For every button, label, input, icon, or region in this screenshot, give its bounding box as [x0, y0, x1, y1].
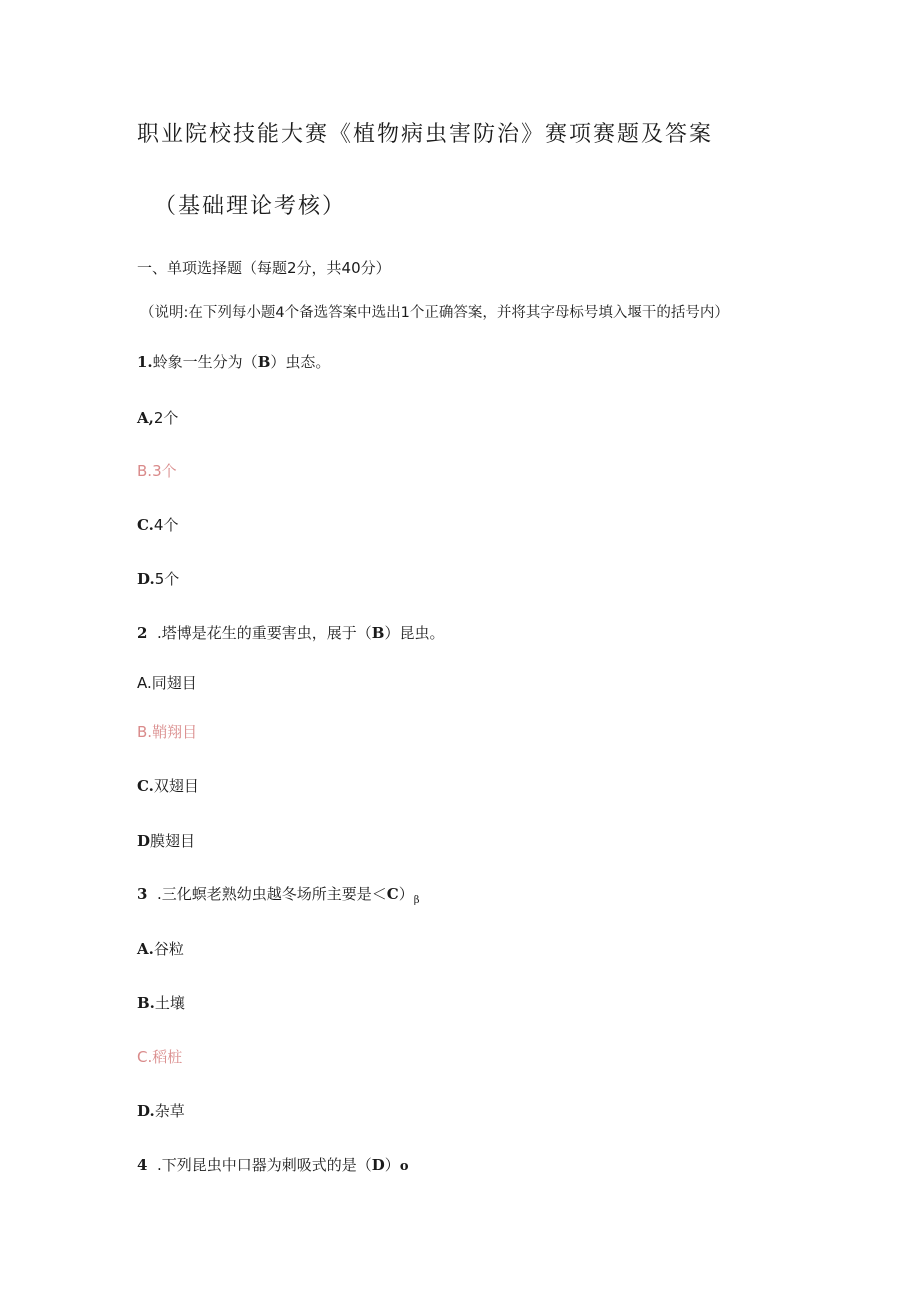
question-answer: B	[371, 624, 385, 642]
option-text: 2个	[153, 409, 179, 427]
option-text: 5个	[154, 570, 180, 588]
question-tail: o	[399, 1159, 409, 1174]
instruction-note: （说明:在下列每小题4个备选答案中选出1个正确答案，并将其字母标号填入堰干的括号内）	[140, 305, 729, 321]
option-letter: A.	[137, 940, 154, 958]
option-letter: D.	[137, 1102, 155, 1120]
question-text: .下列昆虫中口器为刺吸式的是（	[157, 1156, 372, 1174]
question-answer: B	[257, 353, 271, 371]
option-d	[137, 1101, 185, 1121]
question-2	[137, 623, 444, 643]
option-text: 鞘翔目	[152, 723, 198, 741]
question-1	[137, 352, 330, 372]
question-number: 4	[137, 1156, 148, 1174]
option-d	[137, 831, 195, 851]
question-3	[137, 884, 420, 911]
option-a	[137, 939, 184, 959]
document-title: 职业院校技能大赛《植物病虫害防治》赛项赛题及答案	[137, 122, 714, 147]
question-text-after: ）	[384, 1156, 400, 1174]
question-text-after: ）	[398, 885, 414, 903]
question-tail: β	[413, 895, 420, 906]
option-letter: D	[137, 832, 151, 850]
option-letter: C.	[137, 1048, 153, 1066]
question-text-after: ）昆虫。	[384, 624, 445, 642]
document-subtitle: （基础理论考核）	[154, 194, 347, 219]
question-text: 蛉象一生分为（	[152, 353, 258, 371]
option-letter: D.	[137, 570, 155, 588]
question-answer: C	[386, 885, 399, 903]
option-a	[137, 408, 178, 428]
option-a	[137, 673, 197, 693]
option-text: 双翅目	[153, 777, 199, 795]
option-text: 杂草	[154, 1102, 185, 1120]
option-letter: C.	[137, 777, 154, 795]
option-text: 同翅目	[151, 674, 197, 692]
option-text: 4个	[153, 516, 179, 534]
question-answer: D	[371, 1156, 385, 1174]
option-b-correct	[137, 461, 177, 481]
option-c-correct	[137, 1047, 182, 1067]
option-letter: A.	[137, 674, 152, 692]
option-letter: B.	[137, 994, 155, 1012]
question-text-after: ）虫态。	[270, 353, 331, 371]
option-text: 3个	[152, 462, 177, 480]
option-c	[137, 515, 178, 535]
option-b-correct	[137, 722, 197, 742]
question-number: 2	[137, 624, 148, 642]
question-number: 3	[137, 885, 148, 903]
option-text: 稻桩	[152, 1048, 183, 1066]
option-text: 膜翅目	[150, 832, 196, 850]
question-number: 1.	[137, 353, 153, 371]
question-text: .塔博是花生的重要害虫，展于（	[157, 624, 372, 642]
option-letter: B.	[137, 723, 153, 741]
option-text: 谷粒	[153, 940, 184, 958]
option-b	[137, 993, 185, 1013]
section-heading: 一、单项选择题（每题2分，共40分）	[137, 259, 391, 277]
option-c	[137, 776, 199, 796]
option-letter: B.	[137, 462, 153, 480]
option-letter: C.	[137, 516, 154, 534]
option-text: 土壤	[154, 994, 185, 1012]
option-letter: A,	[137, 409, 154, 427]
question-text: .三化螟老熟幼虫越冬场所主要是＜	[157, 885, 387, 903]
option-d	[137, 569, 179, 589]
question-4	[137, 1155, 408, 1177]
